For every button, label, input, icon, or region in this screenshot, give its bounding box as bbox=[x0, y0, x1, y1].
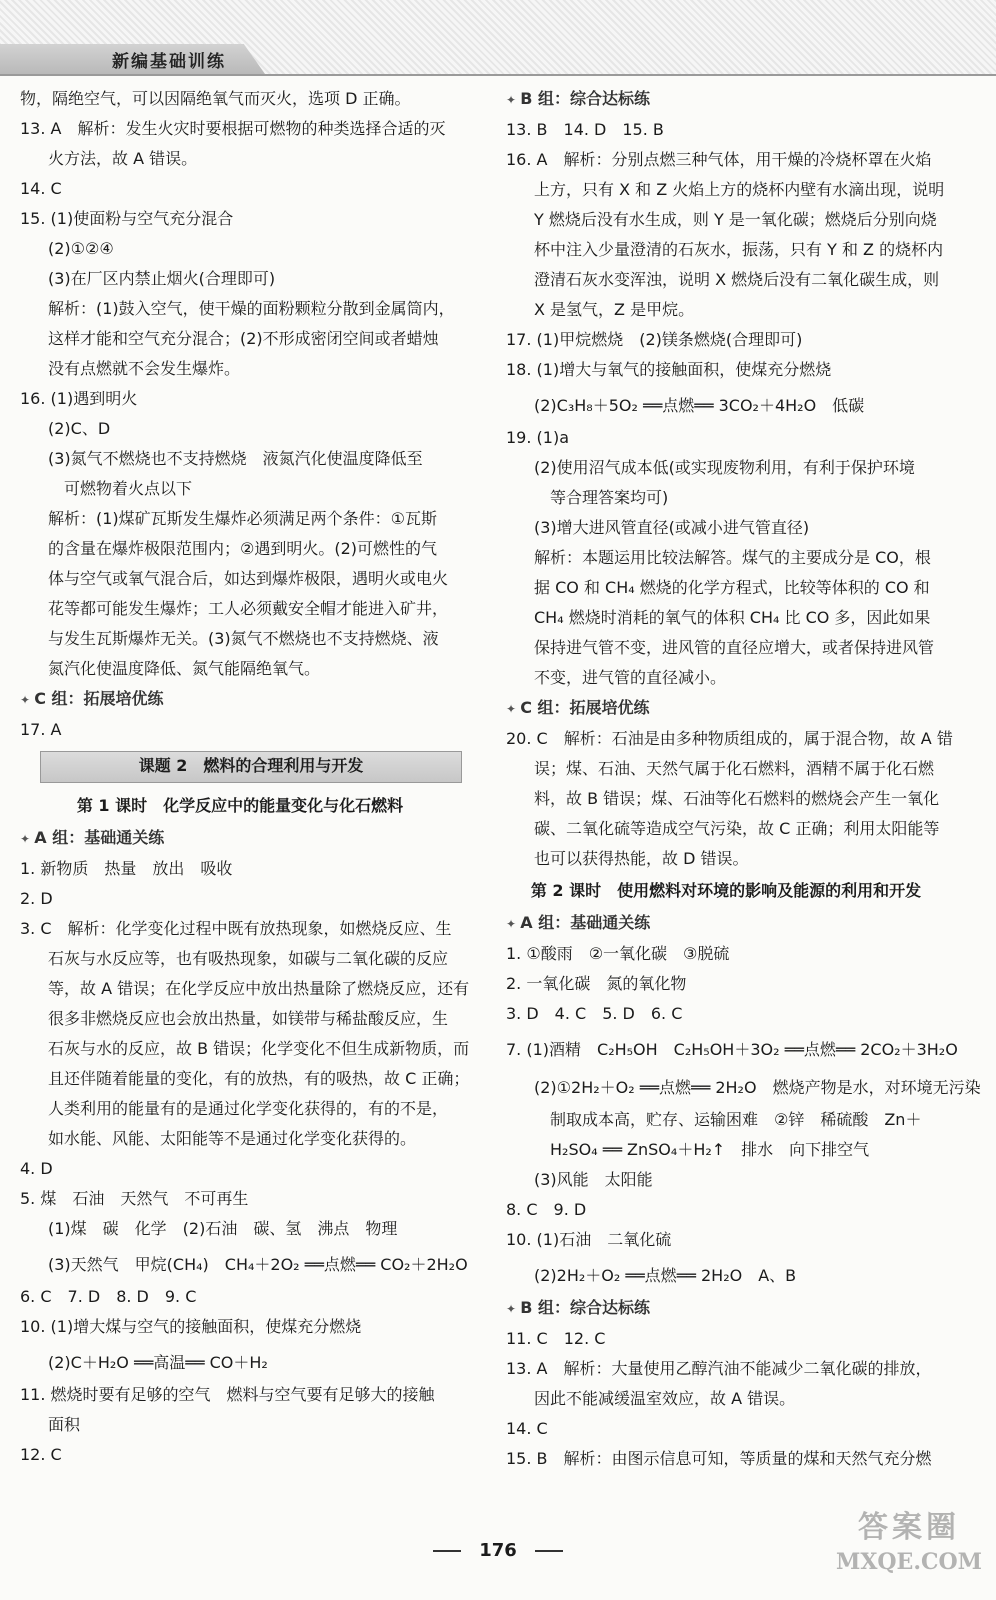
left-line: 人类利用的能量有的是通过化学变化获得的，有的不是， bbox=[48, 1099, 449, 1118]
right-line: Y 燃烧后没有水生成，则 Y 是一氧化碳；燃烧后分别向烧 bbox=[534, 210, 937, 229]
right-line: 保持进气管不变，进风管的直径应增大，或者保持进风管 bbox=[534, 638, 935, 657]
left-line: (2)①②④ bbox=[48, 239, 114, 258]
right-line: (2)2H₂＋O₂ ══点燃══ 2H₂O A、B bbox=[534, 1266, 797, 1285]
right-section-heading: ✦ A 组：基础通关练 bbox=[506, 908, 946, 939]
right-line: 17. (1)甲烷燃烧 (2)镁条燃烧(合理即可) bbox=[506, 330, 803, 349]
watermark-top: 答案圈 bbox=[858, 1510, 960, 1545]
left-column bbox=[20, 84, 470, 1470]
right-line: H₂SO₄ ══ ZnSO₄＋H₂↑ 排水 向下排空气 bbox=[534, 1140, 870, 1159]
left-line: 石灰与水的反应，故 B 错误；化学变化不但生成新物质，而 bbox=[48, 1039, 470, 1058]
left-line: 14. C bbox=[20, 179, 62, 198]
left-line: 3. C 解析：化学变化过程中既有放热现象，如燃烧反应、生 bbox=[20, 919, 452, 938]
page-number-text: 176 bbox=[479, 1540, 517, 1561]
left-line: 的含量在爆炸极限范围内；②遇到明火。(2)可燃性的气 bbox=[48, 539, 438, 558]
right-line: 15. B 解析：由图示信息可知，等质量的煤和天然气充分燃 bbox=[506, 1449, 932, 1468]
left-line: 这样才能和空气充分混合；(2)不形成密闭空间或者蜡烛 bbox=[48, 329, 439, 348]
right-line: 19. (1)a bbox=[506, 428, 569, 447]
right-line: 料，故 B 错误；煤、石油等化石燃料的燃烧会产生一氧化 bbox=[534, 789, 940, 808]
left-line: 可燃物着火点以下 bbox=[48, 479, 193, 498]
left-line: 6. C 7. D 8. D 9. C bbox=[20, 1287, 197, 1306]
right-line: (2)①2H₂＋O₂ ══点燃══ 2H₂O 燃烧产物是水，对环境无污染 bbox=[534, 1078, 981, 1097]
right-line: 误；煤、石油、天然气属于化石燃料，酒精不属于化石燃 bbox=[534, 759, 935, 778]
left-line: 1. 新物质 热量 放出 吸收 bbox=[20, 859, 233, 878]
left-line: 2. D bbox=[20, 889, 53, 908]
left-line: 13. A 解析：发生火灾时要根据可燃物的种类选择合适的灭 bbox=[20, 119, 446, 138]
watermark-bottom: MXQE.COM bbox=[835, 1549, 983, 1575]
right-line: 因此不能减缓温室效应，故 A 错误。 bbox=[534, 1389, 796, 1408]
left-lesson-banner: 课题 2 燃料的合理利用与开发 bbox=[40, 751, 462, 783]
page-number-dash-right bbox=[535, 1550, 563, 1552]
left-line: 等，故 A 错误；在化学反应中放出热量除了燃烧反应，还有 bbox=[48, 979, 470, 998]
right-line: 11. C 12. C bbox=[506, 1329, 606, 1348]
right-section-heading: ✦ B 组：综合达标练 bbox=[506, 1293, 946, 1324]
left-line: 16. (1)遇到明火 bbox=[20, 389, 138, 408]
left-line: (2)C、D bbox=[48, 419, 111, 438]
right-line: X 是氢气，Z 是甲烷。 bbox=[534, 300, 695, 319]
left-line: 火方法，故 A 错误。 bbox=[48, 149, 198, 168]
right-line: 解析：本题运用比较法解答。煤气的主要成分是 CO，根 bbox=[534, 548, 931, 567]
right-line: 杯中注入少量澄清的石灰水，振荡，只有 Y 和 Z 的烧杯内 bbox=[534, 240, 944, 259]
right-section-heading: ✦ B 组：综合达标练 bbox=[506, 84, 946, 115]
right-line: 等合理答案均可) bbox=[534, 488, 669, 507]
right-line: CH₄ 燃烧时消耗的氧气的体积 CH₄ 比 CO 多，因此如果 bbox=[534, 608, 931, 627]
left-line: 5. 煤 石油 天然气 不可再生 bbox=[20, 1189, 249, 1208]
right-line: 碳、二氧化硫等造成空气污染，故 C 正确；利用太阳能等 bbox=[534, 819, 940, 838]
left-section-heading: ✦ C 组：拓展培优练 bbox=[20, 684, 460, 715]
left-line: 氮汽化使温度降低、氮气能隔绝氧气。 bbox=[48, 659, 321, 678]
right-line: 上方，只有 X 和 Z 火焰上方的烧杯内壁有水滴出现，说明 bbox=[534, 180, 945, 199]
right-line: 14. C bbox=[506, 1419, 548, 1438]
right-line: 不变，进气管的直径减小。 bbox=[534, 668, 727, 687]
right-line: 10. (1)石油 二氧化硫 bbox=[506, 1230, 672, 1249]
right-line: 13. B 14. D 15. B bbox=[506, 120, 664, 139]
right-line: (2)C₃H₈＋5O₂ ══点燃══ 3CO₂＋4H₂O 低碳 bbox=[534, 396, 865, 415]
left-line: (1)煤 碳 化学 (2)石油 碳、氢 沸点 物理 bbox=[48, 1219, 398, 1238]
right-column bbox=[506, 84, 981, 1474]
right-line: 也可以获得热能，故 D 错误。 bbox=[534, 849, 749, 868]
right-line: 13. A 解析：大量使用乙醇汽油不能减少二氧化碳的排放， bbox=[506, 1359, 932, 1378]
watermark-logo bbox=[834, 1508, 984, 1588]
right-line: 制取成本高，贮存、运输困难 ②锌 稀硫酸 Zn＋ bbox=[534, 1110, 922, 1129]
left-line: 如水能、风能、太阳能等不是通过化学变化获得的。 bbox=[48, 1129, 417, 1148]
right-section-heading: ✦ C 组：拓展培优练 bbox=[506, 693, 946, 724]
left-line: 物，隔绝空气，可以因隔绝氧气而灭火，选项 D 正确。 bbox=[20, 89, 411, 108]
left-line: 解析：(1)鼓入空气，使干燥的面粉颗粒分散到金属筒内， bbox=[48, 299, 455, 318]
left-line: 17. A bbox=[20, 720, 62, 739]
header-title: 新编基础训练 bbox=[112, 52, 226, 72]
left-line: (3)在厂区内禁止烟火(合理即可) bbox=[48, 269, 276, 288]
left-line: 且还伴随着能量的变化，有的放热，有的吸热，故 C 正确； bbox=[48, 1069, 470, 1088]
left-line: (3)天然气 甲烷(CH₄) CH₄＋2O₂ ══点燃══ CO₂＋2H₂O bbox=[48, 1255, 468, 1274]
left-line: 很多非燃烧反应也会放出热量，如镁带与稀盐酸反应，生 bbox=[48, 1009, 449, 1028]
right-line: 7. (1)酒精 C₂H₅OH C₂H₅OH＋3O₂ ══点燃══ 2CO₂＋3H₂O bbox=[506, 1040, 958, 1059]
right-line: 20. C 解析：石油是由多种物质组成的，属于混合物，故 A 错 bbox=[506, 729, 953, 748]
page-number-dash-left bbox=[433, 1550, 461, 1552]
right-line: 3. D 4. C 5. D 6. C bbox=[506, 1004, 683, 1023]
left-line: 石灰与水反应等，也有吸热现象，如碳与二氧化碳的反应 bbox=[48, 949, 449, 968]
left-line: 10. (1)增大煤与空气的接触面积，使煤充分燃烧 bbox=[20, 1317, 362, 1336]
left-line: 面积 bbox=[48, 1415, 81, 1434]
right-line: 16. A 解析：分别点燃三种气体，用干燥的冷烧杯罩在火焰 bbox=[506, 150, 932, 169]
header-divider bbox=[0, 74, 996, 76]
left-line: 11. 燃烧时要有足够的空气 燃料与空气要有足够大的接触 bbox=[20, 1385, 435, 1404]
left-line: 没有点燃就不会发生爆炸。 bbox=[48, 359, 241, 378]
left-line: 与发生瓦斯爆炸无关。(3)氮气不燃烧也不支持燃烧、液 bbox=[48, 629, 439, 648]
right-line: (3)增大进风管直径(或减小进气管直径) bbox=[534, 518, 810, 537]
right-line: 8. C 9. D bbox=[506, 1200, 587, 1219]
left-line: 15. (1)使面粉与空气充分混合 bbox=[20, 209, 234, 228]
left-line: 体与空气或氧气混合后，如达到爆炸极限，遇明火或电火 bbox=[48, 569, 449, 588]
right-line: 2. 一氧化碳 氮的氧化物 bbox=[506, 974, 687, 993]
left-lesson-subtitle: 第 1 课时 化学反应中的能量变化与化石燃料 bbox=[76, 796, 404, 815]
right-line: 据 CO 和 CH₄ 燃烧的化学方程式，比较等体积的 CO 和 bbox=[534, 578, 930, 597]
right-line: 18. (1)增大与氧气的接触面积，使煤充分燃烧 bbox=[506, 360, 832, 379]
left-line: 花等都可能发生爆炸；工人必须戴安全帽才能进入矿井， bbox=[48, 599, 449, 618]
right-lesson-subtitle: 第 2 课时 使用燃料对环境的影响及能源的利用和开发 bbox=[530, 881, 922, 900]
right-line: 澄清石灰水变浑浊，说明 X 燃烧后没有二氧化碳生成，则 bbox=[534, 270, 940, 289]
right-line: (3)风能 太阳能 bbox=[534, 1170, 653, 1189]
left-section-heading: ✦ A 组：基础通关练 bbox=[20, 823, 460, 854]
left-line: 解析：(1)煤矿瓦斯发生爆炸必须满足两个条件：①瓦斯 bbox=[48, 509, 438, 528]
right-line: 1. ①酸雨 ②一氧化碳 ③脱硫 bbox=[506, 944, 730, 963]
right-line: (2)使用沼气成本低(或实现废物利用，有利于保护环境 bbox=[534, 458, 915, 477]
left-line: 4. D bbox=[20, 1159, 53, 1178]
left-line: (2)C＋H₂O ══高温══ CO＋H₂ bbox=[48, 1353, 268, 1372]
left-line: 12. C bbox=[20, 1445, 62, 1464]
left-line: (3)氮气不燃烧也不支持燃烧 液氮汽化使温度降低至 bbox=[48, 449, 423, 468]
